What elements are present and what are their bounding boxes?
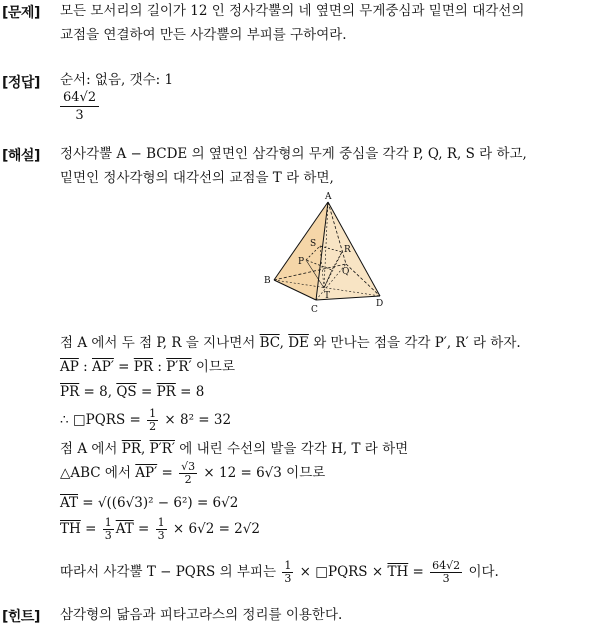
solution-tag: [해설] xyxy=(2,148,40,164)
pyramid-figure xyxy=(262,190,392,318)
hint-line-1: 삼각형의 닮음과 피타고라스의 정리를 이용한다. xyxy=(60,607,343,623)
solution-step-6: △ABC 에서 AP′ = $\frac{√3}{2}$ × 12 = 6√3 이므로 xyxy=(60,460,326,486)
solution-line-2: 밑면인 정사각형의 대각선의 교점을 T 라 하면, xyxy=(60,170,334,186)
solution-step-8: $\overline{TH}$ = $\frac{1}{3}$ $\overline{AT}$ = $\frac{1}{3}$ × 6√2 = 2√2 xyxy=(60,516,260,542)
problem-line-2: 교점을 연결하여 만든 사각뿔의 부피를 구하여라. xyxy=(60,27,347,43)
label-A: A xyxy=(325,192,332,202)
label-D: D xyxy=(376,299,384,309)
label-C: C xyxy=(311,305,318,315)
answer-line-1: 순서: 없음, 갯수: 1 xyxy=(60,72,174,88)
solution-step-5: 점 A 에서 $\overline{PR}$, P′R′ 에 내린 수선의 발을 각각 H, T 라 하면 xyxy=(60,441,409,457)
answer-tag: [정답] xyxy=(2,75,40,91)
answer-fraction-denominator: 3 xyxy=(75,108,84,123)
solution-line-1: 정사각뿔 A − BCDE 의 옆면인 삼각형의 무게 중심을 각각 P, Q, R, S 라 하고, xyxy=(60,146,527,162)
solution-step-3: $\overline{PR} = 8$, $\overline{QS} = \overline{PR} = 8$ xyxy=(60,384,205,400)
solution-step-1: 점 A 에서 두 점 P, R 을 지나면서 $\overline{BC}$, $\overline{DE}$ 와 만나는 점을 각각 P′, R′ 라 하자. xyxy=(60,335,521,351)
label-R: R xyxy=(344,245,351,255)
problem-line-1: 모든 모서리의 길이가 12 인 정사각뿔의 네 옆면의 무게중심과 밑면의 대각선의 xyxy=(60,3,525,19)
solution-step-9: 따라서 사각뿔 T − PQRS 의 부피는 $\frac{1}{3}$ × □PQRS × $\overline{TH}$ = $\frac{64√2}{3}$ 이다. xyxy=(60,559,499,585)
solution-step-4: ∴ □PQRS = $\frac{1}{2}$ × 8² = 32 xyxy=(60,407,232,433)
label-Q: Q xyxy=(342,267,350,277)
label-S: S xyxy=(310,239,317,249)
problem-tag: [문제] xyxy=(2,5,40,21)
solution-step-7: $\overline{AT} = √((6√3)^2 - 6^2) = 6√2$ xyxy=(60,495,239,511)
label-P: P xyxy=(298,257,305,267)
label-B: B xyxy=(264,276,271,286)
answer-fraction xyxy=(60,89,99,125)
label-T: T xyxy=(324,291,331,301)
solution-step-2: $\overline{AP}$ : $AP' = \overline{PR}$ : P′R′ 이므로 xyxy=(60,359,235,375)
hint-tag: [힌트] xyxy=(2,609,40,625)
answer-fraction-numerator: 64√2 xyxy=(60,89,99,107)
